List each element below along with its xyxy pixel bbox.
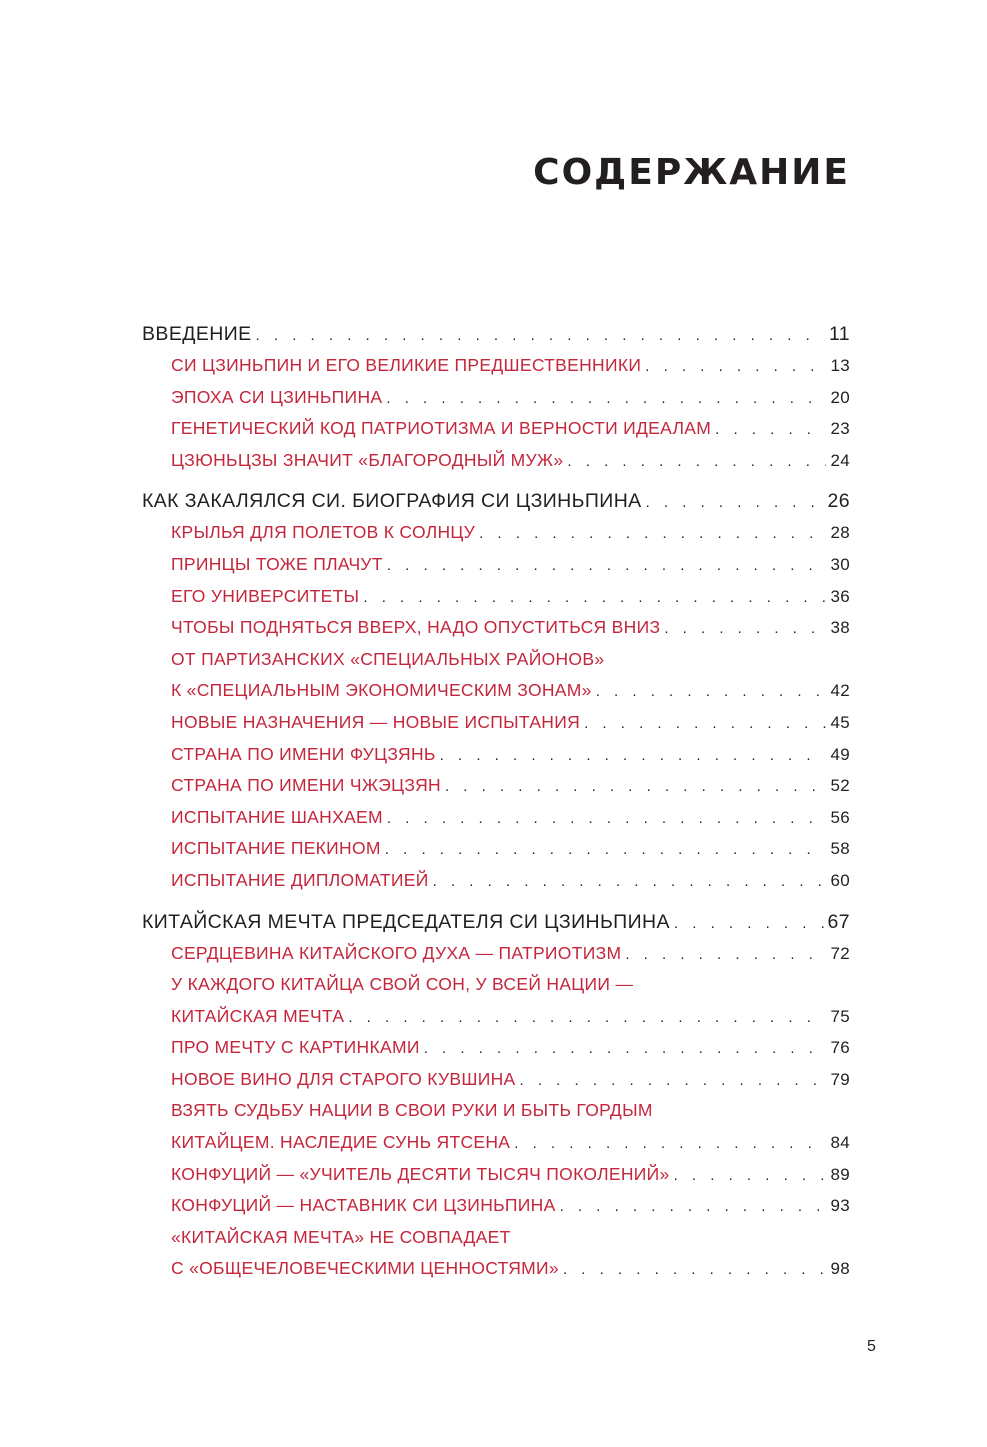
page-number: 5 (867, 1338, 876, 1355)
toc-section[interactable] (142, 802, 850, 834)
dot-leader (387, 550, 827, 582)
toc-chapter[interactable] (142, 318, 850, 350)
toc-section[interactable] (142, 1032, 850, 1064)
toc-entry-title: КИТАЙСКАЯ МЕЧТА (171, 1005, 345, 1026)
toc-entry-title: ИСПЫТАНИЕ ПЕКИНОМ (171, 838, 381, 859)
toc-section-line[interactable] (142, 1222, 850, 1254)
toc-section[interactable] (142, 1064, 850, 1096)
dot-leader (715, 414, 826, 446)
dot-leader (363, 582, 826, 614)
dot-leader (387, 803, 827, 835)
dot-leader (625, 939, 826, 971)
toc-entry-title: КАК ЗАКАЛЯЛСЯ СИ. БИОГРАФИЯ СИ ЦЗИНЬПИНА (142, 490, 642, 513)
dot-leader (567, 446, 826, 478)
toc-entry-page: 13 (830, 356, 850, 375)
toc-entry-title: КОНФУЦИЙ — НАСТАВНИК СИ ЦЗИНЬПИНА (171, 1195, 556, 1216)
toc-section[interactable] (142, 1127, 850, 1159)
toc-entry-page: 56 (830, 807, 850, 827)
toc-entry-page: 84 (830, 1133, 850, 1153)
toc-section[interactable] (142, 938, 850, 970)
toc-entry-title: КИТАЙЦЕМ. НАСЛЕДИЕ СУНЬ ЯТСЕНА (171, 1132, 511, 1153)
toc-entry-title: ИСПЫТАНИЕ ДИПЛОМАТИЕЙ (171, 869, 429, 890)
toc-entry-title: ПРИНЦЫ ТОЖЕ ПЛАЧУТ (171, 553, 383, 574)
dot-leader (386, 383, 826, 415)
toc-entry-title: ЧТОБЫ ПОДНЯТЬСЯ ВВЕРХ, НАДО ОПУСТИТЬСЯ ВНИЗ (171, 617, 661, 638)
toc-entry-title: ОТ ПАРТИЗАНСКИХ «СПЕЦИАЛЬНЫХ РАЙОНОВ» (171, 648, 605, 669)
toc-entry-page: 36 (830, 586, 850, 606)
toc-entry-title: НОВЫЕ НАЗНАЧЕНИЯ — НОВЫЕ ИСПЫТАНИЯ (171, 711, 581, 732)
toc-chapter[interactable] (142, 485, 850, 517)
toc-entry-page: 60 (830, 870, 850, 890)
toc-chapter[interactable] (142, 906, 850, 938)
dot-leader (348, 1002, 826, 1034)
toc-section[interactable] (142, 675, 850, 707)
toc-entry-title: ВВЕДЕНИЕ (142, 323, 252, 345)
dot-leader (664, 613, 826, 645)
toc-entry-title: КИТАЙСКАЯ МЕЧТА ПРЕДСЕДАТЕЛЯ СИ ЦЗИНЬПИНА (142, 910, 670, 933)
toc-entry-page: 67 (827, 910, 850, 933)
toc-entry-title: К «СПЕЦИАЛЬНЫМ ЭКОНОМИЧЕСКИМ ЗОНАМ» (171, 680, 592, 701)
toc-section[interactable] (142, 1001, 850, 1033)
toc-entry-page: 52 (830, 776, 850, 796)
dot-leader (256, 320, 825, 352)
toc-section[interactable] (142, 865, 850, 897)
toc-entry-page: 49 (830, 744, 850, 764)
toc-entry-page: 58 (830, 839, 850, 859)
toc-entry-title: ЭПОХА СИ ЦЗИНЬПИНА (171, 386, 383, 407)
toc-section-line[interactable] (142, 969, 850, 1001)
toc-entry-page: 93 (830, 1196, 850, 1216)
toc-entry-title: ЦЗЮНЬЦЗЫ ЗНАЧИТ «БЛАГОРОДНЫЙ МУЖ» (171, 449, 564, 470)
toc-entry-page: 98 (830, 1259, 850, 1279)
toc-entry-title: ЕГО УНИВЕРСИТЕТЫ (171, 585, 360, 606)
table-of-contents (142, 318, 850, 1285)
toc-entry-page: 26 (827, 490, 850, 513)
toc-entry-page: 75 (830, 1006, 850, 1026)
dot-leader (674, 1160, 827, 1192)
dot-leader (584, 708, 826, 740)
page-title: СОДЕРЖАНИЕ (533, 152, 850, 193)
toc-section-line[interactable] (142, 644, 850, 676)
dot-leader (563, 1254, 827, 1286)
dot-leader (596, 676, 827, 708)
toc-entry-page: 76 (830, 1038, 850, 1058)
toc-entry-title: С «ОБЩЕЧЕЛОВЕЧЕСКИМИ ЦЕННОСТЯМИ» (171, 1258, 559, 1279)
toc-entry-title: ВЗЯТЬ СУДЬБУ НАЦИИ В СВОИ РУКИ И БЫТЬ ГОРДЫМ (171, 1100, 653, 1121)
toc-section[interactable] (142, 707, 850, 739)
toc-section-line[interactable] (142, 1095, 850, 1127)
toc-entry-title: ИСПЫТАНИЕ ШАНХАЕМ (171, 806, 383, 827)
toc-section[interactable] (142, 581, 850, 613)
toc-section[interactable] (142, 1253, 850, 1285)
toc-section[interactable] (142, 833, 850, 865)
toc-section[interactable] (142, 350, 850, 382)
toc-entry-page: 23 (830, 419, 850, 439)
dot-leader (514, 1128, 826, 1160)
dot-leader (424, 1033, 827, 1065)
dot-leader (385, 834, 827, 866)
toc-entry-title: СИ ЦЗИНЬПИН И ЕГО ВЕЛИКИЕ ПРЕДШЕСТВЕННИКИ (171, 355, 642, 375)
dot-leader (560, 1191, 827, 1223)
dot-leader (520, 1065, 827, 1097)
toc-entry-title: КОНФУЦИЙ — «УЧИТЕЛЬ ДЕСЯТИ ТЫСЯЧ ПОКОЛЕНИЙ» (171, 1163, 670, 1184)
toc-entry-page: 28 (830, 523, 850, 543)
toc-section[interactable] (142, 382, 850, 414)
dot-leader (433, 866, 827, 898)
toc-section[interactable] (142, 549, 850, 581)
toc-entry-title: У КАЖДОГО КИТАЙЦА СВОЙ СОН, У ВСЕЙ НАЦИИ — (171, 974, 634, 995)
toc-entry-title: СЕРДЦЕВИНА КИТАЙСКОГО ДУХА — ПАТРИОТИЗМ (171, 942, 622, 963)
toc-entry-title: СТРАНА ПО ИМЕНИ ФУЦЗЯНЬ (171, 743, 436, 764)
toc-section[interactable] (142, 445, 850, 477)
toc-entry-page: 79 (830, 1069, 850, 1089)
toc-entry-page: 42 (830, 681, 850, 701)
toc-section[interactable] (142, 770, 850, 802)
toc-entry-page: 11 (828, 323, 850, 345)
dot-leader (479, 518, 826, 550)
toc-section[interactable] (142, 1159, 850, 1191)
toc-entry-title: ПРО МЕЧТУ С КАРТИНКАМИ (171, 1037, 420, 1058)
dot-leader (440, 740, 827, 772)
toc-entry-title: ГЕНЕТИЧЕСКИЙ КОД ПАТРИОТИЗМА И ВЕРНОСТИ ИДЕАЛАМ (171, 418, 712, 439)
toc-entry-title: НОВОЕ ВИНО ДЛЯ СТАРОГО КУВШИНА (171, 1068, 516, 1089)
toc-section[interactable] (142, 517, 850, 549)
dot-leader (645, 351, 826, 383)
dot-leader (445, 771, 827, 803)
toc-entry-page: 45 (830, 712, 850, 732)
toc-section[interactable] (142, 612, 850, 644)
toc-section[interactable] (142, 1190, 850, 1222)
dot-leader (646, 487, 824, 519)
toc-entry-title: КРЫЛЬЯ ДЛЯ ПОЛЕТОВ К СОЛНЦУ (171, 522, 476, 543)
toc-entry-page: 89 (830, 1164, 850, 1184)
dot-leader (674, 908, 824, 940)
toc-entry-page: 72 (830, 943, 850, 963)
toc-section[interactable] (142, 739, 850, 771)
toc-entry-title: СТРАНА ПО ИМЕНИ ЧЖЭЦЗЯН (171, 775, 441, 796)
toc-section[interactable] (142, 413, 850, 445)
toc-entry-page: 30 (830, 554, 850, 574)
toc-entry-page: 38 (830, 618, 850, 638)
toc-entry-title: «КИТАЙСКАЯ МЕЧТА» НЕ СОВПАДАЕТ (171, 1226, 511, 1247)
toc-entry-page: 20 (830, 387, 850, 407)
toc-entry-page: 24 (830, 450, 850, 470)
